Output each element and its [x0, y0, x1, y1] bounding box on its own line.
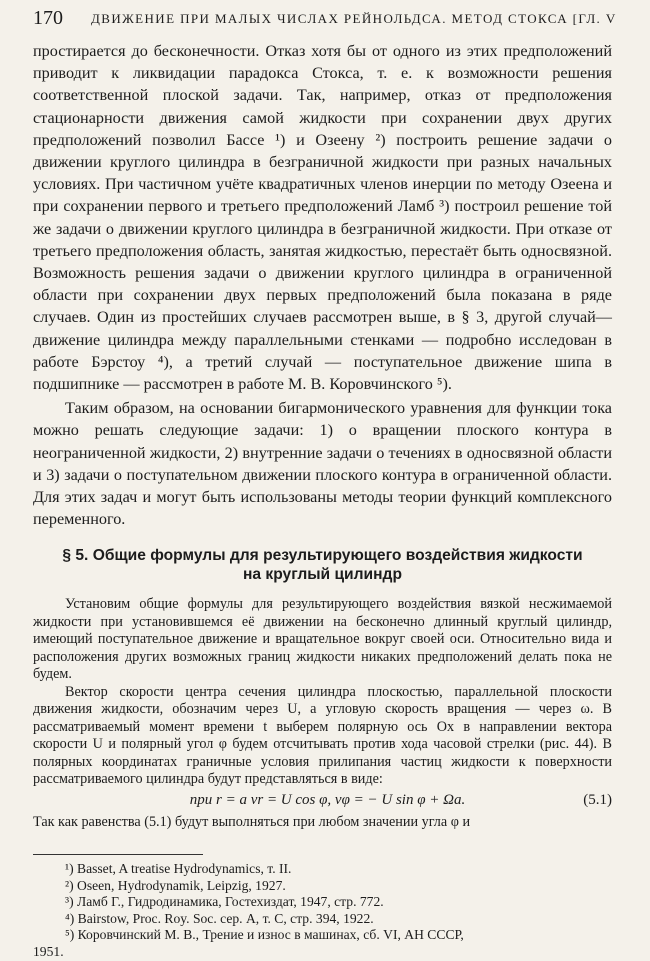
paragraph: Установим общие формулы для результирующего воздействия вязкой несжимаемой жидкости при установившемся её движении на бесконечно длинный круглый цилиндр, имеющий поступательное движение и вращательное вокруг своей оси. Относительно вида и расположения других возможных границ жидкости никаких предположений делать пока не будем. [33, 596, 612, 683]
section-title [33, 546, 612, 584]
footnote-4: ⁴) Bairstow, Proc. Roy. Soc. сер. A, т. C, стр. 394, 1922. [65, 910, 374, 926]
equation-5-1 [33, 791, 612, 810]
footnote-divider [33, 854, 203, 855]
equation-number: (5.1) [583, 791, 612, 808]
footnotes [33, 861, 612, 961]
running-title: ДВИЖЕНИЕ ПРИ МАЛЫХ ЧИСЛАХ РЕЙНОЛЬДСА. МЕТОД СТОКСА [ГЛ. V [91, 11, 617, 26]
paragraph: Вектор скорости центра сечения цилиндра плоскостью, параллельной плоскости движения жидкости, обозначим через U, а угловую скорость вращения — через ω. В рассматриваемый момент времени t выберем полярную ось Ox в направлении вектора скорости U и полярный угол φ будем отсчитывать против хода часовой стрелки (рис. 44). В полярных координатах граничные условия прилипания частиц жидкости к поверхности рассматриваемого цилиндра будут представляться в виде: [33, 683, 612, 788]
section-title-line-2: на круглый цилиндр [243, 566, 402, 584]
footnote-2: ²) Oseen, Hydrodynamik, Leipzig, 1927. [65, 877, 286, 893]
equation-body: при r = a vr = U cos φ, vφ = − U sin φ + Ωa. [189, 791, 466, 808]
paragraph-after-formula: Так как равенства (5.1) будут выполняться при любом значении угла φ и [33, 813, 471, 830]
section-title-line-1: § 5. Общие формулы для результирующего воздействия жидкости [62, 547, 583, 565]
paragraph: Таким образом, на основании бигармонического уравнения для функции тока можно решать следующие задачи: 1) о вращении плоского контура в неограниченной жидкости, 2) внутренние задачи о течениях в односвязной области и 3) задачи о поступательном движении плоского контура в ограниченной области. Для этих задач и могут быть использованы методы теории функций комплексного переменного. [33, 399, 612, 529]
page-header [33, 0, 617, 40]
footnote-1: ¹) Basset, A treatise Hydrodynamics, т. II. [65, 860, 292, 876]
body-text-top [33, 40, 612, 530]
page-number: 170 [33, 7, 63, 29]
footnote-5: ⁵) Коровчинский М. В., Трение и износ в машинах, сб. VI, АН СССР, [65, 927, 464, 943]
footnote-5-continuation: 1951. [33, 943, 64, 959]
footnote-3: ³) Ламб Г., Гидродинамика, Гостехиздат, 1947, стр. 772. [65, 894, 384, 910]
paragraph: простирается до бесконечности. Отказ хотя бы от одного из этих предположений приводит к ликвидации парадокса Стокса, т. е. к возможности решения соответственной плоской задачи. Так, например, отказ от предположения стационарности движения самой жидкости при сохранении двух других предположений позволил Бассе ¹) и Озеену ²) построить решение задачи о движении круглого цилиндра в безграничной жидкости при разных начальных условиях. При частичном учёте квадратичных членов инерции по методу Озеена и при сохранении первого и третьего предположений Ламб ³) построил решение той же задачи о движении круглого цилиндра в безграничной жидкости. При отказе от третьего предположения область, занятая жидкостью, перестаёт быть односвязной. Возможность решения задачи о движении круглого цилиндра в ограниченной области при сохранении двух первых предположений была показана в ряде случаев. Один из простейших случаев рассмотрен выше, в § 3, другой случай—движение цилиндра между параллельными стенками — подробно исследован в работе Бэрстоу ⁴), а третий случай — поступательное движение шипа в подшипнике — рассмотрен в работе М. В. Коровчинского ⁵). [33, 42, 612, 394]
body-text-section [33, 596, 612, 789]
